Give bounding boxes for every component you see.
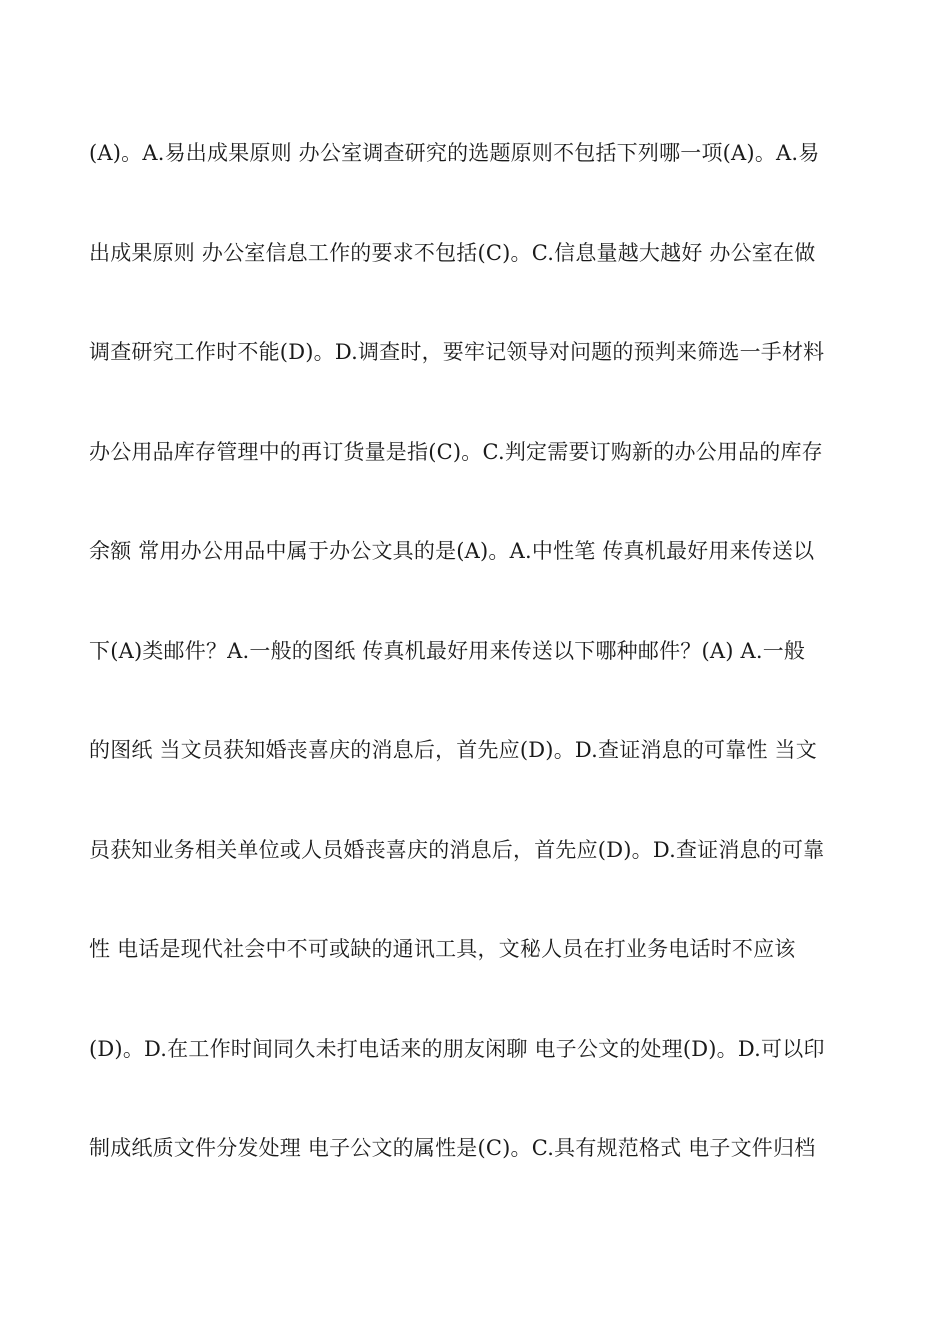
- text-line-9: 性 电话是现代社会中不可或缺的通讯工具，文秘人员在打业务电话时不应该: [89, 937, 796, 961]
- text-line-8: 员获知业务相关单位或人员婚丧喜庆的消息后，首先应(D)。D.查证消息的可靠: [89, 837, 825, 862]
- text-line-3: 调查研究工作时不能(D)。D.调查时，要牢记领导对问题的预判来筛选一手材料: [89, 340, 825, 364]
- text-line-6: 下(A)类邮件？A.一般的图纸 传真机最好用来传送以下哪种邮件？(A) A.一般: [89, 638, 806, 663]
- body-text: [89, 128, 869, 1223]
- text-line-11: 制成纸质文件分发处理 电子公文的属性是(C)。C.具有规范格式 电子文件归档: [89, 1136, 816, 1160]
- text-line-7: 的图纸 当文员获知婚丧喜庆的消息后，首先应(D)。D.查证消息的可靠性 当文: [89, 738, 817, 762]
- text-line-2: 出成果原则 办公室信息工作的要求不包括(C)。C.信息量越大越好 办公室在做: [89, 240, 816, 265]
- text-line-4: 办公用品库存管理中的再订货量是指(C)。C.判定需要订购新的办公用品的库存: [89, 439, 823, 464]
- text-line-10: (D)。D.在工作时间同久未打电话来的朋友闲聊 电子公文的处理(D)。D.可以印: [89, 1036, 825, 1061]
- text-line-5: 余额 常用办公用品中属于办公文具的是(A)。A.中性笔 传真机最好用来传送以: [89, 539, 815, 563]
- text-line-1: (A)。A.易出成果原则 办公室调查研究的选题原则不包括下列哪一项(A)。A.易: [89, 141, 820, 165]
